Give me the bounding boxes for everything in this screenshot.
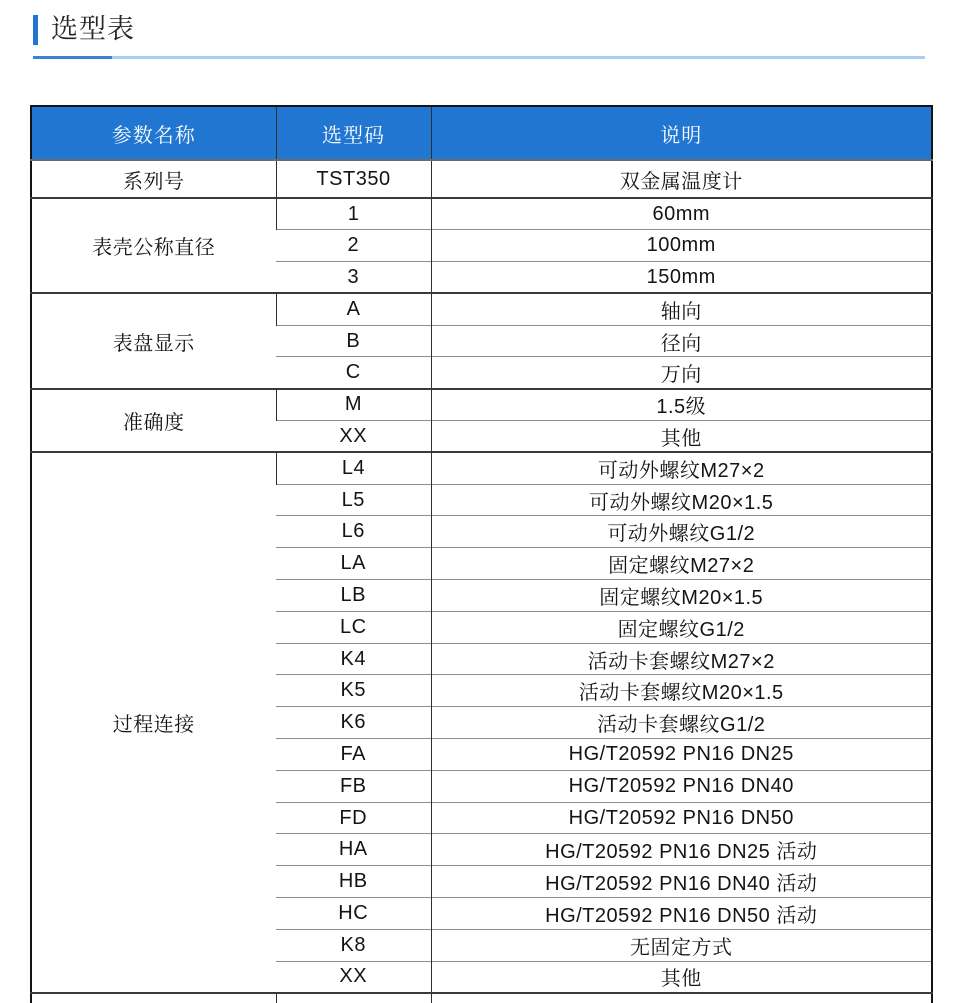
title-underline bbox=[33, 56, 925, 59]
table-row bbox=[31, 198, 932, 230]
param-name-cell bbox=[31, 993, 276, 1003]
description-cell: HG/T20592 PN16 DN25 活动 bbox=[431, 834, 932, 866]
description-cell: 60mm bbox=[431, 198, 932, 230]
description-cell: 无固定方式 bbox=[431, 929, 932, 961]
param-name-cell: 准确度 bbox=[31, 389, 276, 453]
description-cell: 双金属温度计 bbox=[431, 160, 932, 198]
selection-code-cell: M bbox=[276, 389, 431, 421]
selection-code-cell: L6 bbox=[276, 516, 431, 548]
description-cell bbox=[431, 993, 932, 1003]
table-row bbox=[31, 389, 932, 421]
description-cell: 150mm bbox=[431, 262, 932, 294]
param-name-cell: 过程连接 bbox=[31, 452, 276, 993]
description-cell: 轴向 bbox=[431, 293, 932, 325]
description-cell: HG/T20592 PN16 DN40 活动 bbox=[431, 866, 932, 898]
selection-code-cell: 2 bbox=[276, 230, 431, 262]
selection-code-cell: HC bbox=[276, 898, 431, 930]
page-title: 选型表 bbox=[51, 14, 135, 44]
selection-code-cell: LC bbox=[276, 611, 431, 643]
column-header-selection-code: 选型码 bbox=[276, 106, 431, 160]
description-cell: 其他 bbox=[431, 421, 932, 453]
selection-code-cell: A bbox=[276, 293, 431, 325]
description-cell: HG/T20592 PN16 DN50 bbox=[431, 802, 932, 834]
header-row bbox=[31, 106, 932, 160]
description-cell: 100mm bbox=[431, 230, 932, 262]
description-cell: 径向 bbox=[431, 325, 932, 357]
selection-code-cell: FD bbox=[276, 802, 431, 834]
param-name-cell: 表盘显示 bbox=[31, 293, 276, 388]
selection-code-cell: LA bbox=[276, 548, 431, 580]
selection-table bbox=[30, 105, 933, 1003]
selection-code-cell: FA bbox=[276, 739, 431, 771]
description-cell: 活动卡套螺纹M20×1.5 bbox=[431, 675, 932, 707]
title-accent-bar bbox=[33, 15, 38, 45]
description-cell: 活动卡套螺纹M27×2 bbox=[431, 643, 932, 675]
selection-code-cell: TST350 bbox=[276, 160, 431, 198]
selection-code-cell: K4 bbox=[276, 643, 431, 675]
table-row bbox=[31, 160, 932, 198]
column-header-description: 说明 bbox=[431, 106, 932, 160]
selection-code-cell: HB bbox=[276, 866, 431, 898]
selection-code-cell: 3 bbox=[276, 262, 431, 294]
description-cell: 万向 bbox=[431, 357, 932, 389]
selection-code-cell: L5 bbox=[276, 484, 431, 516]
selection-code-cell: K5 bbox=[276, 675, 431, 707]
description-cell: 其他 bbox=[431, 961, 932, 993]
description-cell: 固定螺纹M20×1.5 bbox=[431, 580, 932, 612]
selection-code-cell: C bbox=[276, 357, 431, 389]
selection-code-cell: HA bbox=[276, 834, 431, 866]
title-underline-dark-segment bbox=[33, 56, 112, 59]
selection-table-body bbox=[31, 160, 932, 1003]
description-cell: 活动卡套螺纹G1/2 bbox=[431, 707, 932, 739]
description-cell: 可动外螺纹M27×2 bbox=[431, 452, 932, 484]
description-cell: 可动外螺纹G1/2 bbox=[431, 516, 932, 548]
table-row bbox=[31, 452, 932, 484]
page-header bbox=[0, 0, 960, 59]
description-cell: 可动外螺纹M20×1.5 bbox=[431, 484, 932, 516]
param-name-cell: 系列号 bbox=[31, 160, 276, 198]
table-row bbox=[31, 293, 932, 325]
selection-code-cell: LB bbox=[276, 580, 431, 612]
param-name-cell: 表壳公称直径 bbox=[31, 198, 276, 293]
description-cell: 1.5级 bbox=[431, 389, 932, 421]
description-cell: HG/T20592 PN16 DN25 bbox=[431, 739, 932, 771]
selection-code-cell: K6 bbox=[276, 707, 431, 739]
column-header-parameter-name: 参数名称 bbox=[31, 106, 276, 160]
selection-code-cell: K8 bbox=[276, 929, 431, 961]
selection-code-cell: FB bbox=[276, 770, 431, 802]
selection-code-cell: L4 bbox=[276, 452, 431, 484]
selection-code-cell: B bbox=[276, 325, 431, 357]
selection-code-cell: XX bbox=[276, 421, 431, 453]
description-cell: HG/T20592 PN16 DN50 活动 bbox=[431, 898, 932, 930]
selection-table-container bbox=[30, 105, 960, 1003]
selection-code-cell: 1 bbox=[276, 198, 431, 230]
table-row-clipped bbox=[31, 993, 932, 1003]
description-cell: HG/T20592 PN16 DN40 bbox=[431, 770, 932, 802]
selection-code-cell bbox=[276, 993, 431, 1003]
selection-code-cell: XX bbox=[276, 961, 431, 993]
description-cell: 固定螺纹M27×2 bbox=[431, 548, 932, 580]
description-cell: 固定螺纹G1/2 bbox=[431, 611, 932, 643]
selection-table-header bbox=[31, 106, 932, 160]
title-underline-light-segment bbox=[112, 56, 925, 59]
